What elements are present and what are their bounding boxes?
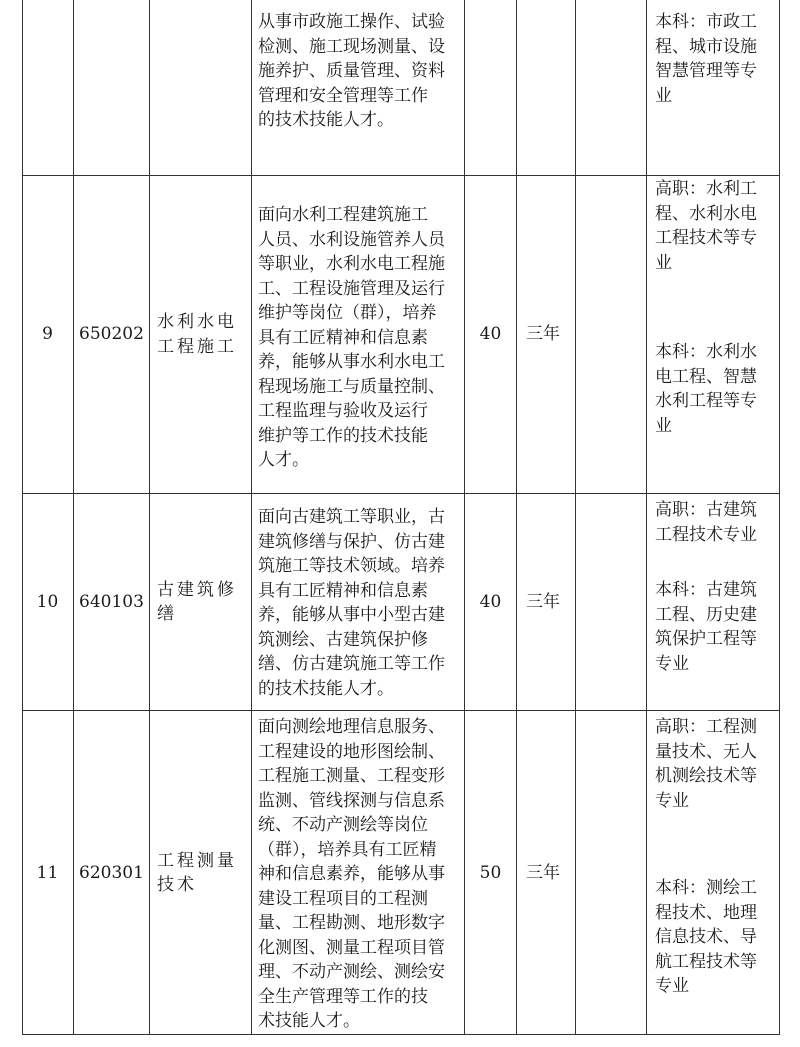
- study-duration: 三年: [526, 591, 560, 612]
- column-divider: [516, 0, 517, 1035]
- pathway-bachelor: 本科：测绘工 程技术、地理 信息技术、导 航工程技术等 专业: [655, 878, 757, 996]
- pathway-bachelor: 本科：水利水 电工程、智慧 水利工程等专 业: [655, 342, 757, 436]
- program-code: 620301: [79, 862, 144, 883]
- column-divider: [251, 0, 252, 1035]
- pathway-bachelor: 本科：古建筑 工程、历史建 筑保护工程等 专业: [655, 580, 757, 674]
- program-description: 从事市政施工操作、试验 检测、施工现场测量、设 施养护、质量管理、资料 管理和安全管理等工作 的技术技能人才。: [258, 12, 445, 130]
- program-code: 640103: [79, 591, 144, 612]
- enrollment-count: 40: [479, 591, 502, 612]
- program-description: 面向水利工程建筑施工 人员、水利设施管养人员 等职业，水利水电工程施 工、工程设施管理及运行 维护等岗位（群），培养 具有工匠精神和信息素 养，能够从事水利水电工 程现场施工与质量控制、 工程监理与验收及运行 维护等工作的技术技能 人才。: [258, 205, 445, 470]
- column-divider: [575, 0, 576, 1035]
- pathway-bachelor: 本科：市政工 程、城市设施 智慧管理等专 业: [655, 12, 757, 106]
- program-name: 工程测量 技术: [157, 850, 237, 895]
- row-number: 11: [36, 862, 59, 883]
- pathway-vocational: 高职：工程测 量技术、无人 机测绘技术等 专业: [655, 717, 757, 811]
- column-divider: [646, 0, 647, 1035]
- row-number: 10: [36, 591, 59, 612]
- study-duration: 三年: [526, 324, 560, 345]
- pathway-vocational: 高职：古建筑 工程技术专业: [655, 500, 757, 545]
- program-name: 古建筑修 缮: [157, 579, 237, 624]
- program-description: 面向测绘地理信息服务、 工程建设的地形图绘制、 工程施工测量、工程变形 监测、管线探测与信息系 统、不动产测绘等岗位 （群），培养具有工匠精 神和信息素养，能够从事 建设工程项目的工程测 量、工程勘测、地形数字 化测图、测量工程项目管 理、不动产测绘、测绘安 全生产管理等工作的技 术技能人才。: [258, 717, 445, 1031]
- study-duration: 三年: [526, 862, 560, 883]
- program-description: 面向古建筑工等职业，古 建筑修缮与保护、仿古建 筑施工等技术领域。培养 具有工匠精神和信息素 养，能够从事中小型古建 筑测绘、古建筑保护修 缮、仿古建筑施工等工作 的技术技能人才。: [258, 507, 445, 699]
- program-code: 650202: [79, 324, 144, 345]
- pathway-vocational: 高职：水利工 程、水利水电 工程技术等专 业: [655, 179, 757, 273]
- enrollment-count: 50: [479, 862, 502, 883]
- enrollment-count: 40: [479, 324, 502, 345]
- program-name: 水利水电 工程施工: [157, 312, 237, 357]
- column-divider: [149, 0, 150, 1035]
- row-number: 9: [42, 324, 53, 345]
